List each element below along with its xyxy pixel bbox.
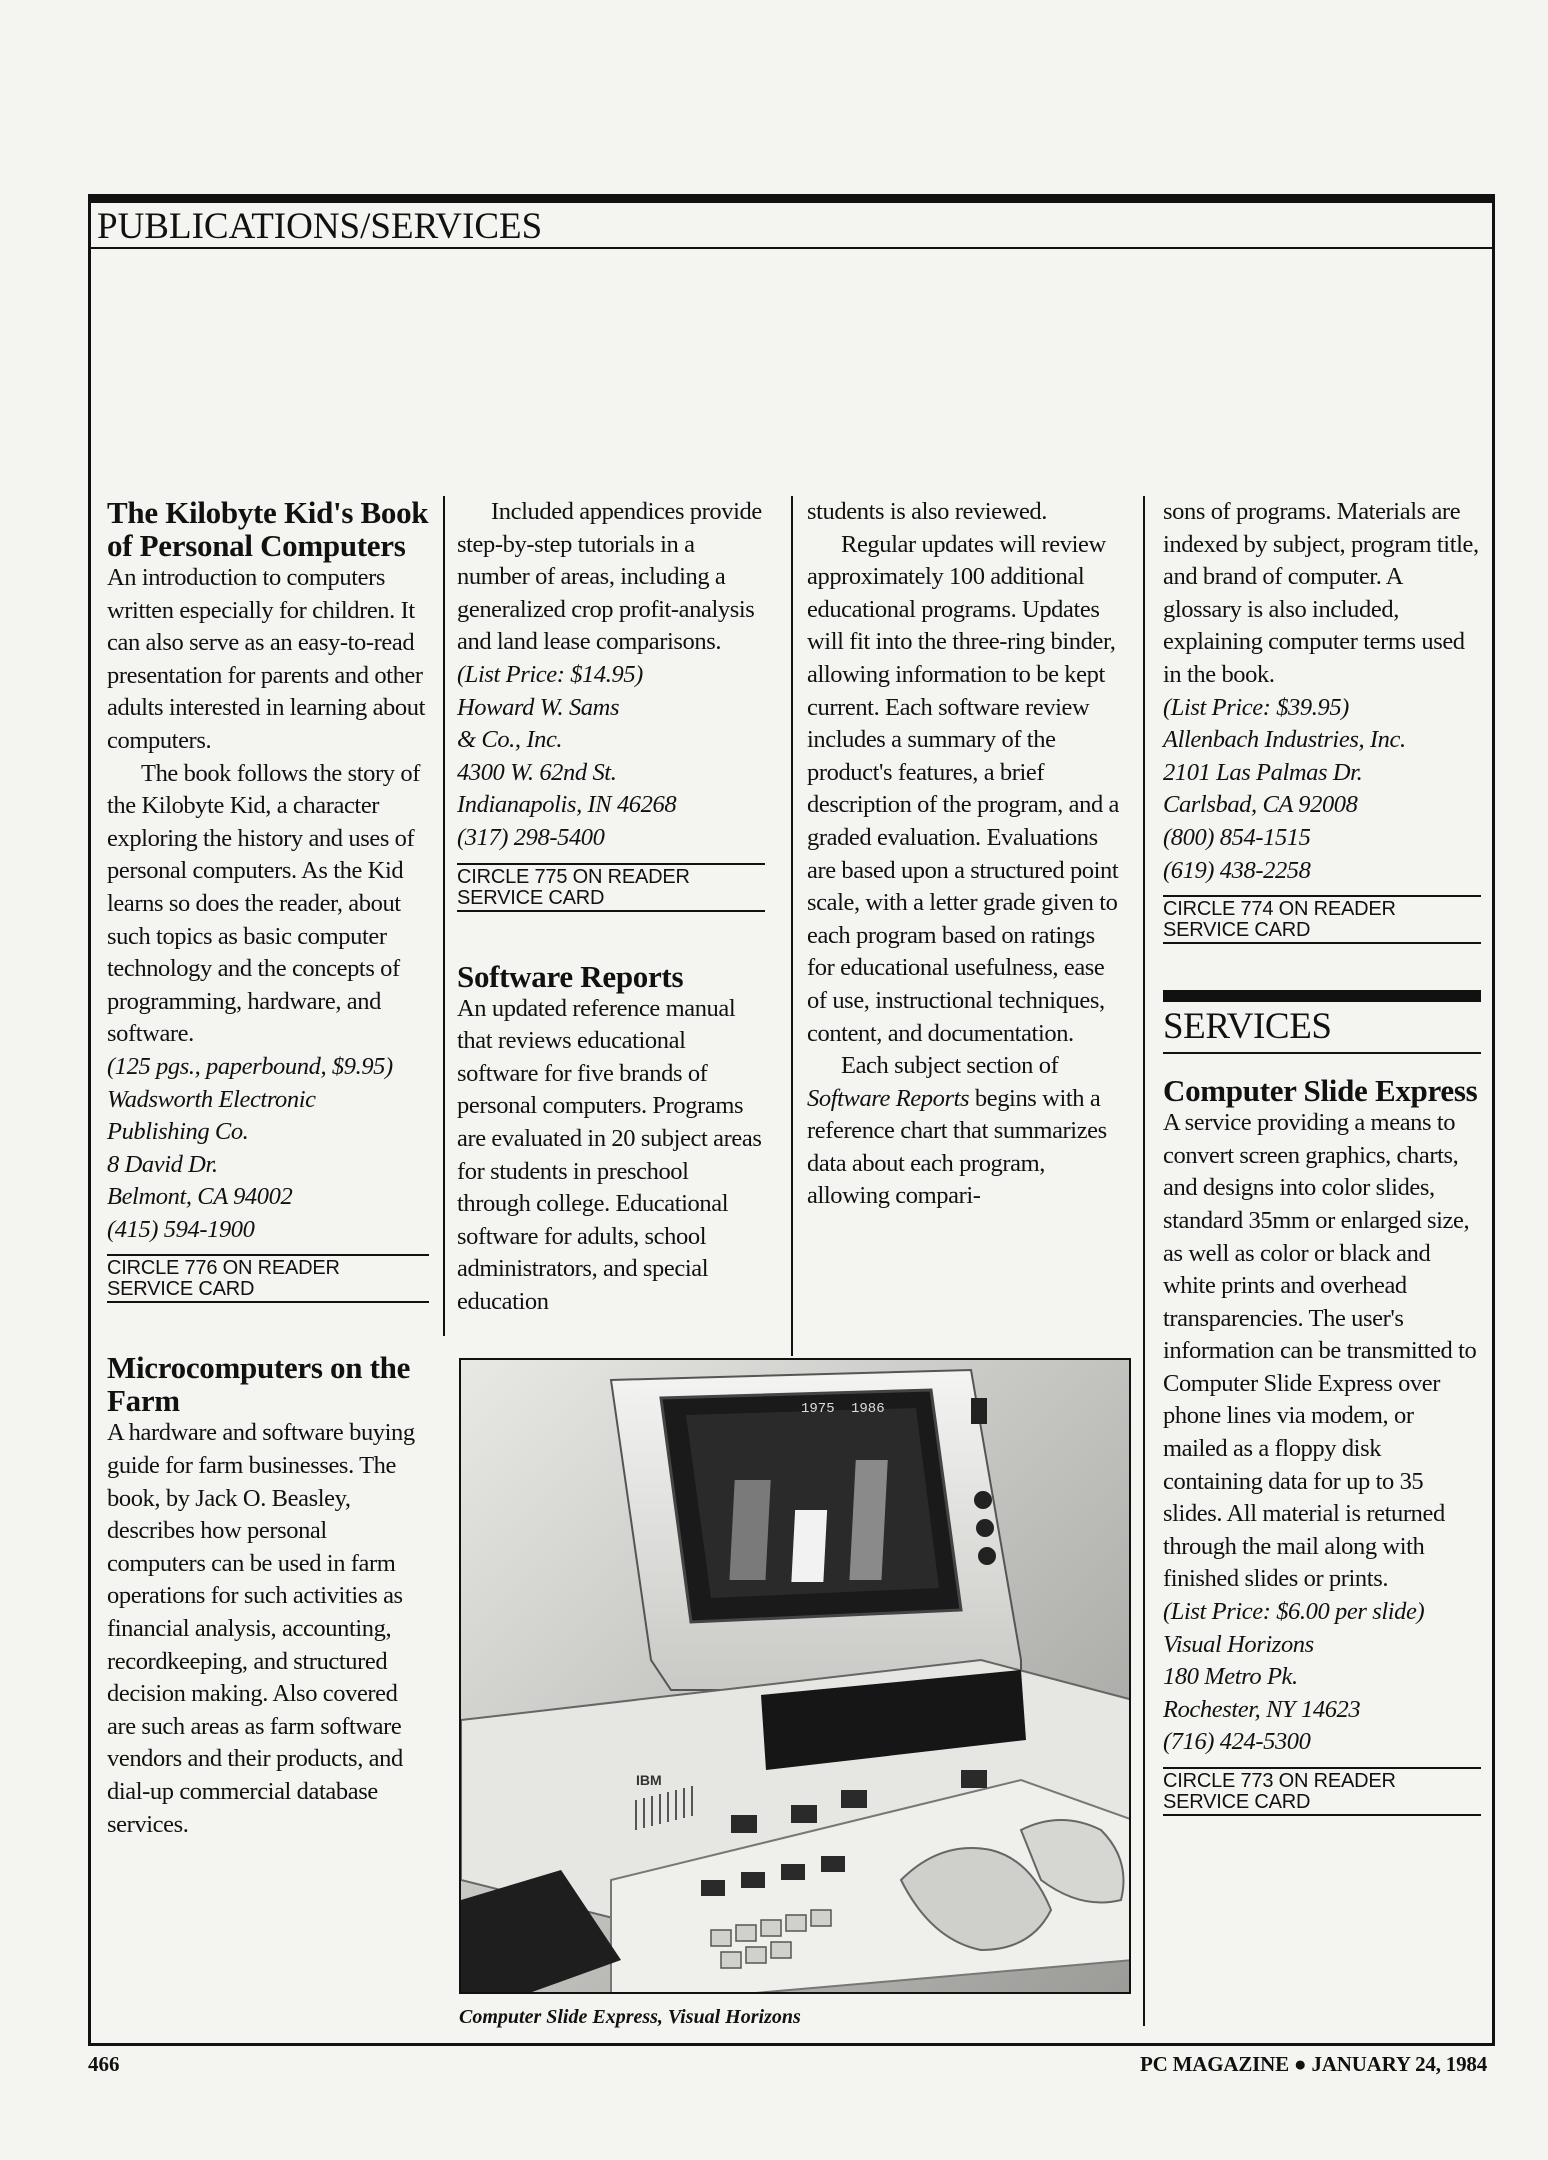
address-line: Belmont, CA 94002 — [107, 1183, 293, 1211]
address-line: (619) 438-2258 — [1163, 856, 1311, 884]
brand-mark: IBM — [636, 1772, 662, 1788]
column-3 — [807, 496, 1125, 1213]
address-line: & Co., Inc. — [457, 726, 563, 754]
publication-name: Software Reports — [807, 1084, 970, 1112]
address-line: (415) 594-1900 — [107, 1215, 255, 1243]
address-line: (716) 424-5300 — [1163, 1728, 1311, 1756]
article-paragraph: The book follows the story of the Kilobyte Kid, a character exploring the history and uses of personal computers. As the Kid learns so does the reader, about such topics as basic computer technology and the concepts of programming, hardware, and software. — [107, 759, 420, 1048]
column-4 — [1163, 496, 1481, 1816]
address-line: 4300 W. 62nd St. — [457, 758, 617, 786]
services-rule — [1163, 990, 1481, 1002]
list-price: (List Price: $39.95) — [1163, 693, 1349, 721]
text-run: begins with a reference chart that summarizes data about each program, allowing compari- — [807, 1084, 1107, 1210]
section-title: PUBLICATIONS/SERVICES — [97, 206, 543, 247]
column-1 — [107, 496, 429, 1841]
list-price: (List Price: $14.95) — [457, 660, 643, 688]
article-paragraph: sons of programs. Materials are indexed by subject, program title, and brand of computer. A glossary is also included, explaining computer terms used in the book. — [1163, 498, 1479, 688]
address-line: Indianapolis, IN 46268 — [457, 791, 677, 819]
address-line: (800) 854-1515 — [1163, 823, 1311, 851]
reader-service-callout: CIRCLE 776 ON READER SERVICE CARD — [107, 1254, 429, 1303]
article-paragraph: students is also reviewed. — [807, 498, 1047, 525]
address-line: Publishing Co. — [107, 1118, 249, 1146]
address-line: Allenbach Industries, Inc. — [1163, 726, 1406, 754]
address-line: Rochester, NY 14623 — [1163, 1695, 1361, 1723]
column-2 — [457, 496, 765, 1318]
address-line: (317) 298-5400 — [457, 823, 605, 851]
photo-caption: Computer Slide Express, Visual Horizons — [459, 2006, 801, 2028]
services-heading: SERVICES — [1163, 1002, 1481, 1054]
article-paragraph: An updated reference manual that reviews educational software for five brands of personal computers. Programs are evaluated in 20 subject areas for students in preschool through college. Educational software for adults, school administrators, and special education — [457, 994, 762, 1315]
address-line: 180 Metro Pk. — [1163, 1663, 1298, 1691]
screen-label: 1975 — [801, 1401, 835, 1417]
section-header — [91, 203, 1492, 249]
column-rule — [1143, 496, 1145, 2026]
article-paragraph: Regular updates will review approximately 100 additional educational programs. Updates will fit into the three-ring binder, allowing information to be kept current. Each software review includes a summary of the product's features, a brief description of the program, and a graded evaluation. Evaluations are based upon a structured point scale, with a letter grade given to each program based on ratings for educational usefulness, ease of use, instructional techniques, content, and documentation. — [807, 530, 1119, 1047]
address-line: 2101 Las Palmas Dr. — [1163, 758, 1363, 786]
article-paragraph — [807, 1050, 1125, 1213]
article-title-kilobyte-kid: The Kilobyte Kid's Book of Personal Computers — [107, 495, 429, 563]
article-title-software-reports: Software Reports — [457, 958, 684, 994]
article-title-farm: Microcomputers on the Farm — [107, 1350, 411, 1419]
page-number: 466 — [88, 2052, 120, 2076]
article-paragraph: A hardware and software buying guide for farm businesses. The book, by Jack O. Beasley, describes how personal computers can be used in farm operations for such activities as financial analysis, accounting, recordkeeping, and structured decision making. Also covered are such areas as farm software vendors and their products, and dial-up commercial database services. — [107, 1419, 415, 1838]
article-paragraph: Included appendices provide step-by-step tutorials in a number of areas, including a generalized crop profit-analysis and land lease comparisons. — [457, 498, 762, 656]
screen-label: 1986 — [851, 1401, 885, 1417]
article-paragraph: An introduction to computers written especially for children. It can also serve as an easy-to-read presentation for parents and other adults interested in learning about computers. — [107, 564, 426, 754]
computer-illustration — [461, 1360, 1131, 1994]
address-line: Carlsbad, CA 92008 — [1163, 791, 1358, 819]
address-line: Visual Horizons — [1163, 1630, 1314, 1658]
list-price: (125 pgs., paperbound, $9.95) — [107, 1052, 393, 1080]
text-run: Each subject section of — [841, 1052, 1059, 1080]
reader-service-callout: CIRCLE 774 ON READER SERVICE CARD — [1163, 895, 1481, 944]
column-rule — [791, 496, 793, 1356]
article-paragraph: A service providing a means to convert screen graphics, charts, and designs into color slides, standard 35mm or enlarged size, as well as color or black and white prints and overhead transparencies. The user's information can be transmitted to Computer Slide Express over phone lines via modem, or mailed as a floppy disk containing data for up to 35 slides. All material is returned through the mail along with finished slides or prints. — [1163, 1109, 1477, 1593]
address-line: Howard W. Sams — [457, 693, 620, 721]
reader-service-callout: CIRCLE 773 ON READER SERVICE CARD — [1163, 1767, 1481, 1816]
address-line: Wadsworth Electronic — [107, 1085, 316, 1113]
article-title-slide-express: Computer Slide Express — [1163, 1073, 1478, 1109]
address-line: 8 David Dr. — [107, 1150, 218, 1178]
list-price: (List Price: $6.00 per slide) — [1163, 1598, 1425, 1626]
column-rule — [443, 496, 445, 1336]
computer-photo — [459, 1358, 1131, 1994]
reader-service-callout: CIRCLE 775 ON READER SERVICE CARD — [457, 863, 765, 912]
magazine-footer: PC MAGAZINE ● JANUARY 24, 1984 — [1140, 2052, 1487, 2076]
